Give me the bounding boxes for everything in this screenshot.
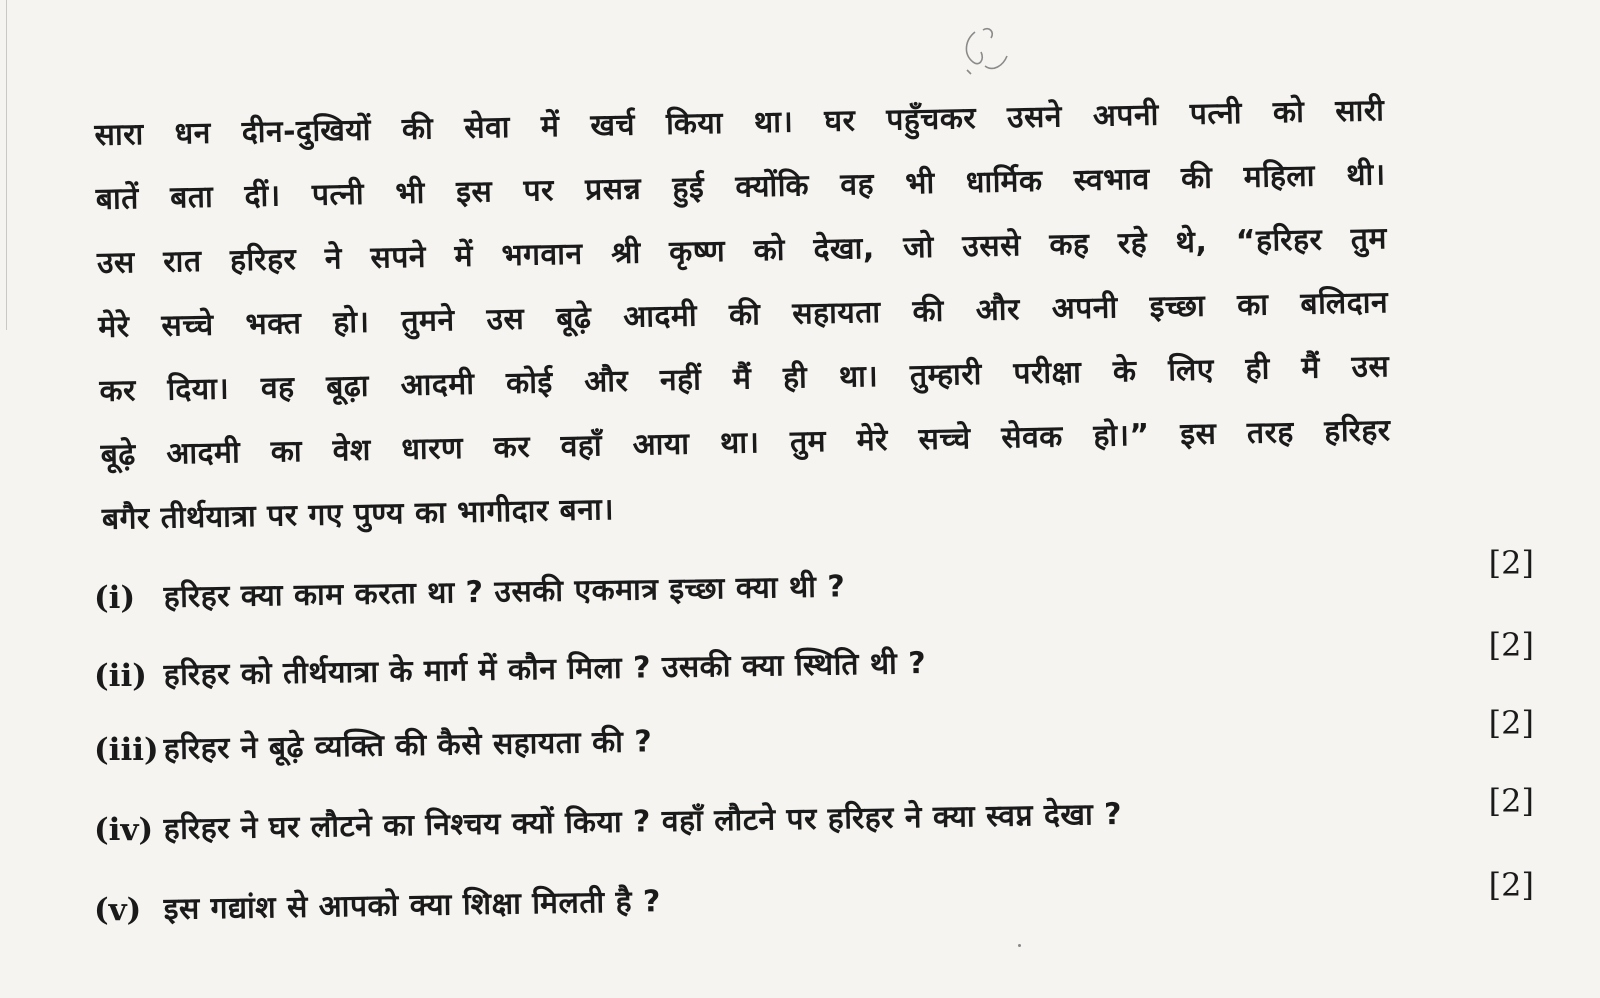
question-item	[94, 782, 1534, 852]
passage-line: सारा धन दीन-दुखियों की सेवा में खर्च किया था। घर पहुँचकर उसने अपनी पत्नी को सारी	[94, 93, 1385, 153]
question-marks: [2]	[1488, 866, 1534, 904]
comprehension-passage	[94, 79, 1392, 552]
question-text: हरिहर को तीर्थयात्रा के मार्ग में कौन मिला ? उसकी क्या स्थिति थी ?	[163, 646, 927, 694]
question-number: (i)	[94, 580, 136, 616]
question-marks: [2]	[1488, 626, 1534, 664]
passage-line: बातें बता दीं। पत्नी भी इस पर प्रसन्न हुई क्योंकि वह भी धार्मिक स्वभाव की महिला थी।	[95, 157, 1386, 217]
passage-line: बगैर तीर्थयात्रा पर गए पुण्य का भागीदार बना।	[101, 492, 615, 537]
question-text: हरिहर ने बूढ़े व्यक्ति की कैसे सहायता की ?	[163, 724, 653, 768]
passage-line: कर दिया। वह बूढ़ा आदमी कोई और नहीं मैं ही था। तुम्हारी परीक्षा के लिए ही मैं उस	[99, 349, 1390, 409]
question-number: (ii)	[94, 658, 147, 694]
question-number: (v)	[94, 892, 142, 928]
question-text: हरिहर क्या काम करता था ? उसकी एकमात्र इच्छा क्या थी ?	[163, 569, 846, 616]
question-marks: [2]	[1488, 544, 1534, 582]
question-number: (iii)	[94, 732, 159, 768]
speck-mark	[1018, 944, 1021, 947]
question-number: (iv)	[94, 812, 154, 848]
question-text: इस गद्यांश से आपको क्या शिक्षा मिलती है ?	[163, 884, 662, 928]
question-marks: [2]	[1488, 704, 1534, 742]
question-text: हरिहर ने घर लौटने का निश्चय क्यों किया ? वहाँ लौटने पर हरिहर ने क्या स्वप्न देखा ?	[163, 796, 1123, 848]
page-edge-line	[6, 0, 7, 330]
question-item	[94, 626, 1534, 698]
question-item	[94, 544, 1534, 620]
question-marks: [2]	[1488, 782, 1534, 820]
passage-line: बूढ़े आदमी का वेश धारण कर वहाँ आया था। तुम मेरे सच्चे सेवक हो।” इस तरह हरिहर	[100, 413, 1391, 473]
passage-line: मेरे सच्चे भक्त हो। तुमने उस बूढ़े आदमी की सहायता की और अपनी इच्छा का बलिदान	[97, 285, 1389, 345]
question-item	[94, 704, 1534, 772]
passage-line: उस रात हरिहर ने सपने में भगवान श्री कृष्ण को देखा, जो उससे कह रहे थे, “हरिहर तुम	[96, 221, 1388, 281]
question-item	[94, 866, 1534, 932]
pen-scribble-mark	[945, 22, 1025, 82]
